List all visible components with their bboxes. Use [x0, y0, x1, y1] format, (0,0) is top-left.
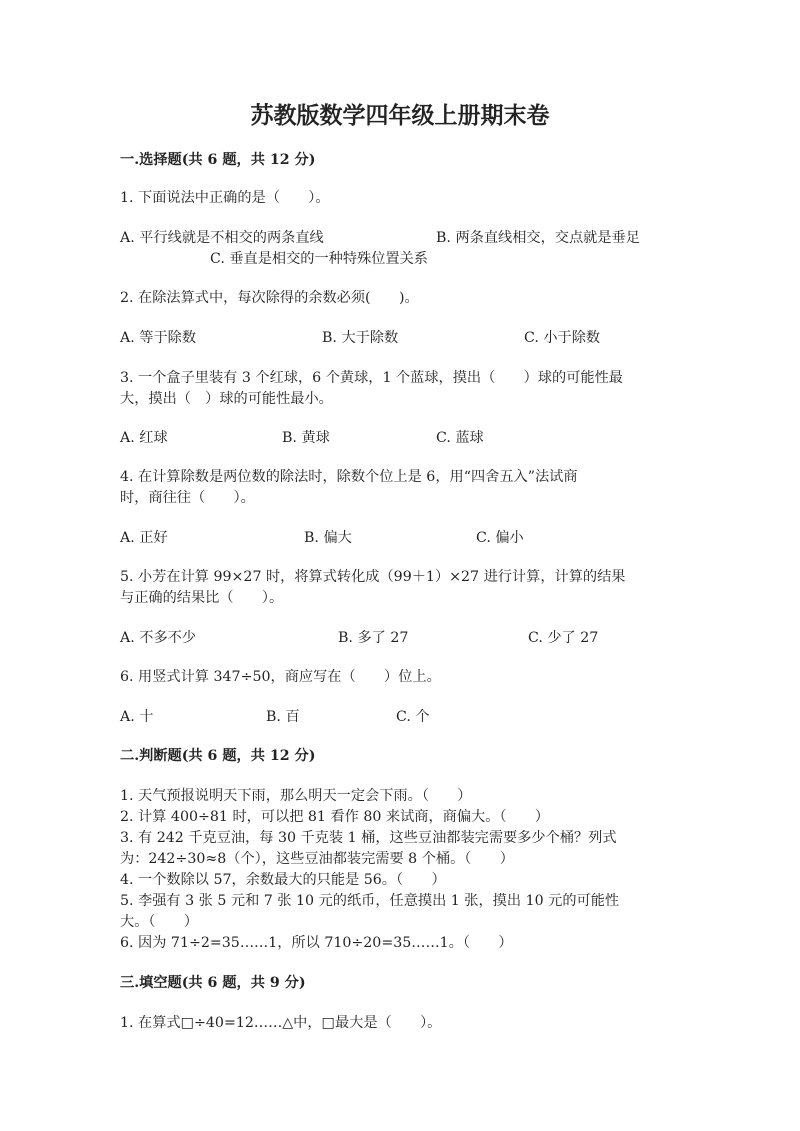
- question-1-stem: 1. 下面说法中正确的是（ ）。: [120, 190, 330, 206]
- question-5-stem-line-2: 与正确的结果比（ ）。: [120, 590, 284, 606]
- question-2-stem: 2. 在除法算式中，每次除得的余数必须( )。: [120, 290, 419, 306]
- question-2-option-a: A. 等于除数: [120, 330, 197, 346]
- question-3-stem-line-2: 大，摸出（ ）球的可能性最小。: [120, 391, 333, 407]
- judge-line-6: 5. 李强有 3 张 5 元和 7 张 10 元的纸币，任意摸出 1 张，摸出 10 元的可能性: [120, 893, 620, 909]
- judge-line-8: 6. 因为 71÷2=35……1，所以 710÷20=35……1。（ ）: [120, 935, 513, 951]
- question-6-stem: 6. 用竖式计算 347÷50，商应写在（ ）位上。: [120, 669, 441, 685]
- question-4-option-c: C. 偏小: [476, 530, 524, 546]
- question-5-option-b: B. 多了 27: [338, 630, 409, 646]
- question-1-option-b: B. 两条直线相交，交点就是垂足: [436, 230, 640, 246]
- question-3-option-c: C. 蓝球: [436, 430, 484, 446]
- judge-line-3: 3. 有 242 千克豆油，每 30 千克装 1 桶，这些豆油都装完需要多少个桶？列式: [120, 830, 617, 846]
- judge-line-2: 2. 计算 400÷81 时，可以把 81 看作 80 来试商，商偏大。（ ）: [120, 809, 550, 825]
- section-heading-fill-blank: 三.填空题(共 6 题，共 9 分): [120, 975, 306, 991]
- section-heading-true-false: 二.判断题(共 6 题，共 12 分): [120, 748, 316, 764]
- judge-line-4: 为：242÷30≈8（个），这些豆油都装完需要 8 个桶。（ ）: [120, 851, 514, 867]
- question-2-option-b: B. 大于除数: [322, 330, 399, 346]
- question-5-stem-line-1: 5. 小芳在计算 99×27 时，将算式转化成（99＋1）×27 进行计算，计算的结果: [120, 569, 626, 585]
- fill-line-1: 1. 在算式□÷40=12……△中，□最大是（ ）。: [120, 1015, 442, 1031]
- question-3-stem-line-1: 3. 一个盒子里装有 3 个红球，6 个黄球，1 个蓝球，摸出（ ）球的可能性最: [120, 370, 623, 386]
- question-4-stem-line-2: 时，商往往（ ）。: [120, 490, 255, 506]
- question-1-option-a: A. 平行线就是不相交的两条直线: [120, 230, 324, 246]
- judge-line-5: 4. 一个数除以 57，余数最大的只能是 56。（ ）: [120, 872, 446, 888]
- question-4-option-a: A. 正好: [120, 530, 168, 546]
- section-heading-choice: 一.选择题(共 6 题，共 12 分): [120, 152, 316, 168]
- question-2-option-c: C. 小于除数: [524, 330, 601, 346]
- question-6-option-b: B. 百: [266, 709, 300, 725]
- question-6-option-c: C. 个: [396, 709, 430, 725]
- question-1-option-c: C. 垂直是相交的一种特殊位置关系: [210, 251, 428, 267]
- page-title: 苏教版数学四年级上册期末卷: [250, 102, 550, 129]
- question-3-option-b: B. 黄球: [282, 430, 330, 446]
- question-4-stem-line-1: 4. 在计算除数是两位数的除法时，除数个位上是 6，用“四舍五入”法试商: [120, 469, 578, 485]
- question-5-option-c: C. 少了 27: [528, 630, 599, 646]
- judge-line-1: 1. 天气预报说明天下雨，那么明天一定会下雨。（ ）: [120, 788, 472, 804]
- question-6-option-a: A. 十: [120, 709, 154, 725]
- question-5-option-a: A. 不多不少: [120, 630, 197, 646]
- question-4-option-b: B. 偏大: [304, 530, 352, 546]
- question-3-option-a: A. 红球: [120, 430, 168, 446]
- judge-line-7: 大。（ ）: [120, 914, 199, 930]
